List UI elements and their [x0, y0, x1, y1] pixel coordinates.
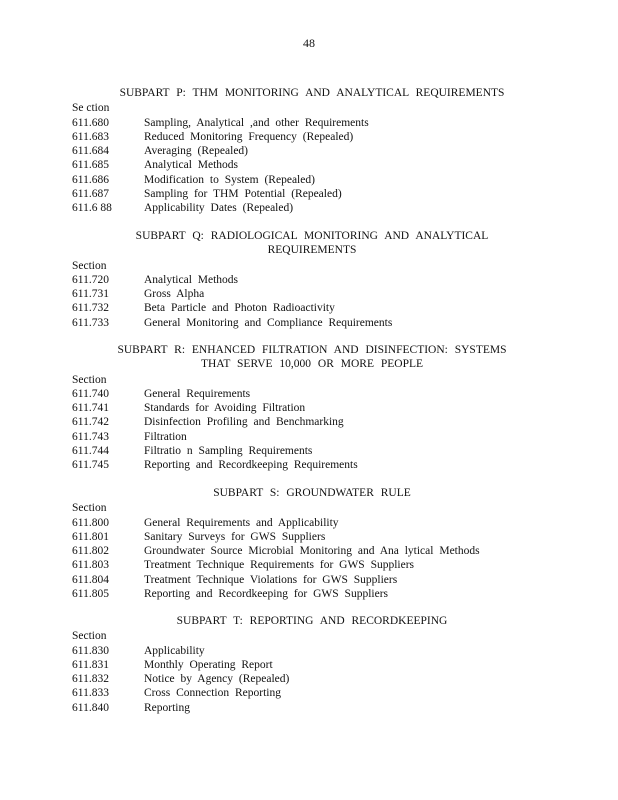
section-row [72, 173, 552, 187]
section-row [72, 701, 552, 715]
section-row [72, 573, 552, 587]
section-title: Standards for Avoiding Filtration [144, 402, 306, 415]
section-title: Notice by Agency (Repealed) [144, 673, 290, 686]
subpart-s [72, 486, 552, 601]
section-title: Cross Connection Reporting [144, 687, 281, 700]
section-number: 611.805 [72, 588, 109, 601]
section-row [72, 430, 552, 444]
section-row [72, 401, 552, 415]
section-title: Disinfection Profiling and Benchmarking [144, 416, 344, 429]
section-title: Analytical Methods [144, 273, 239, 286]
section-row [72, 130, 552, 144]
section-title: General Requirements and Applicability [144, 516, 339, 529]
page-number: 48 [303, 36, 315, 50]
subpart-r [72, 343, 552, 473]
section-number: 611.831 [72, 658, 109, 671]
subpart-heading: SUBPART P: THM MONITORING AND ANALYTICAL REQUIREMENTS [119, 87, 505, 99]
subpart-heading: SUBPART T: REPORTING AND RECORDKEEPING [176, 615, 448, 627]
section-number: 611.800 [72, 516, 109, 529]
section-row [72, 686, 552, 700]
section-number: 611.743 [72, 430, 109, 443]
section-row [72, 444, 552, 458]
section-number: 611.720 [72, 273, 109, 286]
section-number: 611.830 [72, 644, 109, 657]
section-label: Section [72, 259, 107, 272]
section-number: 611.741 [72, 402, 109, 415]
section-title: Treatment Technique Violations for GWS Suppliers [144, 573, 398, 586]
section-row [72, 187, 552, 201]
section-row [72, 116, 552, 130]
section-title: Reporting and Recordkeeping for GWS Suppliers [144, 588, 388, 601]
section-number: 611.687 [72, 188, 109, 201]
section-title: Sampling, Analytical ,and other Requirements [144, 116, 369, 129]
section-number: 611.742 [72, 416, 109, 429]
section-row [72, 672, 552, 686]
section-number: 611.683 [72, 130, 109, 143]
section-row [72, 544, 552, 558]
subpart-p [72, 86, 552, 216]
section-title: Sanitary Surveys for GWS Suppliers [144, 530, 326, 543]
section-row [72, 301, 552, 315]
section-number: 611.740 [72, 387, 109, 400]
heading-line: REQUIREMENTS [267, 244, 357, 257]
section-title: General Requirements [144, 387, 251, 400]
section-title: Gross Alpha [144, 288, 205, 301]
section-row [72, 144, 552, 158]
section-number: 611.680 [72, 116, 109, 129]
section-number: 611.832 [72, 673, 109, 686]
section-row [72, 316, 552, 330]
section-title: Filtration [144, 430, 187, 443]
section-number: 611.801 [72, 530, 109, 543]
section-title: Reporting and Recordkeeping Requirements [144, 459, 358, 472]
subpart-heading: SUBPART S: GROUNDWATER RULE [213, 487, 411, 499]
section-number: 611.685 [72, 159, 109, 172]
subpart-q [72, 229, 552, 330]
section-number: 611.745 [72, 459, 109, 472]
section-label: Section [72, 373, 107, 386]
heading-line: THAT SERVE 10,000 OR MORE PEOPLE [200, 358, 424, 371]
section-number: 611.684 [72, 145, 109, 158]
section-row [72, 273, 552, 287]
section-row [72, 530, 552, 544]
subpart-heading [72, 343, 552, 372]
section-title: Analytical Methods [144, 159, 239, 172]
section-number: 611.833 [72, 687, 109, 700]
heading-line: SUBPART Q: RADIOLOGICAL MONITORING AND ANALYTICAL [135, 230, 489, 242]
section-number: 611.744 [72, 445, 109, 458]
section-row [72, 415, 552, 429]
section-number: 611.733 [72, 316, 109, 329]
section-number: 611.840 [72, 701, 109, 714]
section-number: 611.732 [72, 302, 109, 315]
subpart-heading [72, 229, 552, 258]
section-row [72, 558, 552, 572]
section-row [72, 658, 552, 672]
section-label: Se ction [72, 102, 110, 115]
section-title: Applicability Dates (Repealed) [144, 202, 294, 215]
section-number: 611.731 [72, 288, 109, 301]
section-title: General Monitoring and Compliance Requirements [144, 316, 393, 329]
section-number: 611.802 [72, 545, 109, 558]
subpart-t [72, 614, 552, 715]
section-title: Groundwater Source Microbial Monitoring and Ana lytical Methods [144, 545, 480, 558]
section-row [72, 201, 552, 215]
section-title: Filtratio n Sampling Requirements [144, 445, 313, 458]
section-number: 611.686 [72, 173, 109, 186]
section-row [72, 458, 552, 472]
section-title: Monthly Operating Report [144, 658, 273, 671]
section-title: Treatment Technique Requirements for GWS Suppliers [144, 559, 415, 572]
section-row [72, 158, 552, 172]
section-title: Beta Particle and Photon Radioactivity [144, 302, 335, 315]
section-title: Reporting [144, 701, 190, 714]
section-number: 611.6 88 [72, 202, 112, 215]
section-title: Reduced Monitoring Frequency (Repealed) [144, 130, 354, 143]
section-title: Applicability [144, 644, 205, 657]
section-title: Averaging (Repealed) [144, 145, 249, 158]
section-row [72, 516, 552, 530]
section-title: Modification to System (Repealed) [144, 173, 315, 186]
section-row [72, 587, 552, 601]
section-label: Section [72, 502, 107, 515]
section-row [72, 287, 552, 301]
section-row [72, 387, 552, 401]
section-label: Section [72, 630, 107, 643]
section-title: Sampling for THM Potential (Repealed) [144, 188, 342, 201]
heading-line: SUBPART R: ENHANCED FILTRATION AND DISINFECTION: SYSTEMS [117, 344, 507, 356]
section-row [72, 644, 552, 658]
section-number: 611.803 [72, 559, 109, 572]
section-number: 611.804 [72, 573, 109, 586]
